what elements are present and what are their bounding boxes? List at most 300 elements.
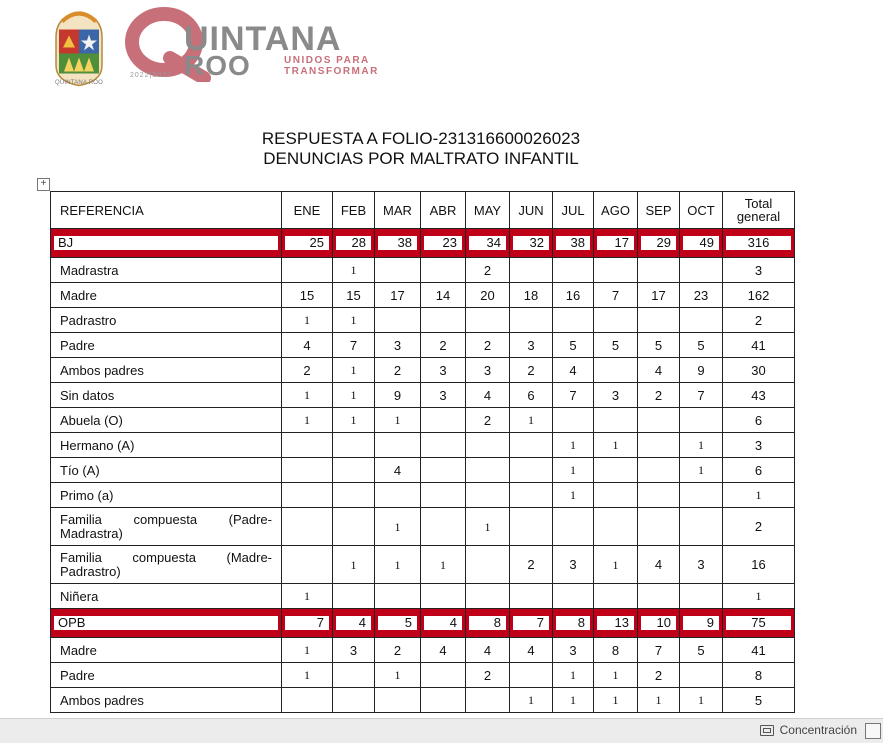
value-cell	[594, 383, 638, 408]
value-cell	[282, 283, 333, 308]
header-cell: AGO	[594, 192, 638, 229]
group-value: 7	[285, 616, 329, 630]
group-value: 10	[641, 616, 676, 630]
value-cell	[594, 663, 638, 688]
group-value: 29	[641, 236, 676, 250]
cell-value: 1	[570, 668, 576, 682]
value-cell	[680, 308, 723, 333]
value-cell	[638, 433, 680, 458]
value-cell	[638, 483, 680, 508]
cell-value: 1	[612, 557, 619, 572]
group-value: 49	[683, 236, 719, 250]
value-cell	[375, 609, 421, 638]
row-label: Primo (a)	[60, 487, 114, 503]
cell-value: 5	[654, 337, 663, 353]
table-header-row	[51, 192, 795, 229]
value-cell	[421, 258, 466, 283]
value-cell	[553, 333, 594, 358]
cell-value: 6	[754, 412, 763, 428]
value-cell	[680, 258, 723, 283]
value-cell	[333, 333, 375, 358]
value-cell	[333, 358, 375, 383]
cell-value: 4	[303, 337, 311, 353]
cell-value: 1	[528, 413, 534, 427]
value-cell	[421, 229, 466, 258]
cell-value: 1	[528, 693, 534, 707]
cell-value: 3	[754, 262, 763, 278]
row-label-cell	[51, 383, 282, 408]
cell-value: 1	[698, 693, 704, 707]
table-row	[51, 308, 795, 333]
cell-value: 2	[393, 362, 402, 378]
quintana-roo-seal-logo	[50, 5, 108, 90]
value-cell	[333, 383, 375, 408]
cell-value: 23	[693, 287, 709, 303]
value-cell	[466, 408, 510, 433]
value-cell	[680, 663, 723, 688]
value-cell	[723, 458, 795, 483]
cell-value: 4	[527, 642, 535, 658]
value-cell	[723, 283, 795, 308]
focus-mode-label: Concentración	[779, 723, 857, 737]
cell-value: 5	[611, 337, 620, 353]
group-value: 4	[336, 616, 371, 630]
value-cell	[510, 638, 553, 663]
value-cell	[510, 688, 553, 713]
cell-value: 3	[439, 362, 447, 378]
cell-value: 1	[350, 388, 357, 402]
group-value: 28	[336, 236, 371, 250]
cell-value: 1	[350, 413, 357, 427]
value-cell	[638, 408, 680, 433]
value-cell	[594, 308, 638, 333]
brand-wordmark-line1: UINTANA	[184, 20, 342, 58]
value-cell	[333, 663, 375, 688]
value-cell	[421, 283, 466, 308]
value-cell	[723, 546, 795, 584]
value-cell	[680, 333, 723, 358]
document-title	[0, 129, 842, 169]
row-label-cell	[51, 688, 282, 713]
value-cell	[375, 358, 421, 383]
cell-value: 2	[754, 519, 763, 534]
value-cell	[553, 308, 594, 333]
header-cell: ABR	[421, 192, 466, 229]
value-cell	[553, 483, 594, 508]
value-cell	[282, 408, 333, 433]
cell-value: 3	[697, 557, 705, 572]
value-cell	[375, 383, 421, 408]
cell-value: 15	[299, 287, 315, 303]
row-label: Padre	[60, 667, 95, 683]
group-value: 13	[597, 616, 634, 630]
header-cell: MAR	[375, 192, 421, 229]
table-group-row	[51, 229, 795, 258]
cell-value: 1	[350, 263, 357, 277]
row-label: Abuela (O)	[60, 412, 123, 428]
cell-value: 2	[483, 412, 492, 428]
table-row	[51, 483, 795, 508]
row-label: Hermano (A)	[60, 437, 135, 453]
cell-value: 7	[611, 287, 620, 303]
table-row	[51, 358, 795, 383]
cell-value: 1	[304, 388, 310, 402]
group-value: 38	[556, 236, 590, 250]
value-cell	[333, 483, 375, 508]
header-cell-reference: REFERENCIA	[51, 192, 282, 229]
value-cell	[421, 483, 466, 508]
cell-value: 17	[651, 287, 666, 303]
cell-value: 1	[570, 438, 576, 452]
value-cell	[553, 358, 594, 383]
row-label-cell	[51, 308, 282, 333]
group-value: 75	[726, 616, 791, 630]
cell-value: 2	[527, 557, 535, 572]
cell-value: 1	[755, 488, 762, 502]
value-cell	[282, 229, 333, 258]
value-cell	[680, 433, 723, 458]
row-label: Madrastra	[60, 262, 119, 278]
value-cell	[282, 663, 333, 688]
cell-value: 4	[483, 642, 492, 658]
row-label-cell	[51, 433, 282, 458]
value-cell	[553, 638, 594, 663]
cell-value: 1	[655, 693, 662, 707]
value-cell	[594, 584, 638, 609]
cell-value: 1	[304, 643, 310, 657]
value-cell	[723, 408, 795, 433]
table-row	[51, 663, 795, 688]
value-cell	[282, 688, 333, 713]
cell-value: 1	[570, 463, 576, 477]
cell-value: 4	[483, 387, 492, 403]
value-cell	[594, 546, 638, 584]
value-cell	[638, 358, 680, 383]
cell-value: 5	[697, 642, 705, 658]
value-cell	[375, 308, 421, 333]
value-cell	[375, 433, 421, 458]
cell-value: 1	[304, 413, 310, 427]
row-label: Tío (A)	[60, 462, 100, 478]
cell-value: 1	[698, 463, 704, 477]
value-cell	[466, 546, 510, 584]
brand-slogan-line2: TRANSFORMAR	[284, 66, 379, 77]
value-cell	[282, 508, 333, 546]
group-label: BJ	[54, 236, 278, 250]
value-cell	[510, 508, 553, 546]
value-cell	[638, 609, 680, 638]
row-label-cell	[51, 663, 282, 688]
brand-slogan-line1: UNIDOS PARA	[284, 55, 370, 66]
value-cell	[594, 508, 638, 546]
value-cell	[594, 483, 638, 508]
table-row	[51, 458, 795, 483]
value-cell	[466, 663, 510, 688]
value-cell	[553, 408, 594, 433]
value-cell	[510, 609, 553, 638]
value-cell	[594, 458, 638, 483]
row-label: Madre	[60, 287, 97, 303]
value-cell	[723, 483, 795, 508]
value-cell	[333, 408, 375, 433]
cell-value: 2	[483, 262, 492, 278]
cell-value: 17	[390, 287, 405, 303]
value-cell	[594, 408, 638, 433]
value-cell	[421, 308, 466, 333]
value-cell	[421, 408, 466, 433]
cell-value: 7	[697, 387, 705, 403]
group-value: 32	[513, 236, 549, 250]
value-cell	[638, 688, 680, 713]
value-cell	[594, 638, 638, 663]
row-label-cell	[51, 408, 282, 433]
cell-value: 20	[480, 287, 495, 303]
value-cell	[466, 283, 510, 308]
row-label-cell	[51, 546, 282, 584]
value-cell	[680, 609, 723, 638]
cell-value: 6	[754, 462, 763, 478]
table-row	[51, 584, 795, 609]
value-cell	[594, 358, 638, 383]
page-layout-icon[interactable]	[865, 723, 881, 739]
row-label-cell	[51, 258, 282, 283]
cell-value: 9	[393, 387, 402, 403]
cell-value: 8	[754, 667, 763, 683]
cell-value: 1	[484, 519, 491, 534]
cell-value: 2	[754, 312, 763, 328]
group-value: 316	[726, 236, 791, 250]
cell-value: 3	[483, 362, 492, 378]
value-cell	[638, 663, 680, 688]
value-cell	[375, 508, 421, 546]
value-cell	[638, 508, 680, 546]
value-cell	[421, 663, 466, 688]
value-cell	[723, 308, 795, 333]
focus-mode-icon	[760, 725, 774, 736]
value-cell	[421, 584, 466, 609]
value-cell	[510, 283, 553, 308]
value-cell	[553, 383, 594, 408]
cell-value: 7	[654, 642, 663, 658]
cell-value: 1	[612, 668, 619, 682]
cell-value: 2	[439, 337, 447, 353]
value-cell	[466, 433, 510, 458]
value-cell	[375, 229, 421, 258]
brand-wordmark-line2: ROO	[184, 50, 251, 81]
focus-mode-button[interactable]	[760, 723, 857, 737]
row-label-cell	[51, 229, 282, 258]
cell-value: 3	[393, 337, 402, 353]
cell-value: 1	[755, 589, 762, 603]
row-label: Sin datos	[60, 387, 115, 403]
cell-value: 4	[439, 642, 447, 658]
row-label-cell	[51, 483, 282, 508]
value-cell	[421, 609, 466, 638]
row-label-cell	[51, 358, 282, 383]
cell-value: 30	[751, 362, 766, 378]
value-cell	[282, 458, 333, 483]
cell-value: 7	[569, 387, 577, 403]
cell-value: 1	[350, 557, 357, 572]
value-cell	[553, 584, 594, 609]
cell-value: 1	[350, 363, 357, 377]
cell-value: 1	[394, 519, 401, 534]
value-cell	[375, 688, 421, 713]
value-cell	[375, 638, 421, 663]
value-cell	[466, 358, 510, 383]
value-cell	[282, 584, 333, 609]
value-cell	[723, 508, 795, 546]
cell-value: 5	[697, 337, 705, 353]
header-cell: OCT	[680, 192, 723, 229]
value-cell	[553, 433, 594, 458]
table-row	[51, 258, 795, 283]
table-row	[51, 283, 795, 308]
cell-value: 15	[346, 287, 361, 303]
value-cell	[421, 358, 466, 383]
table-move-handle-icon[interactable]: +	[37, 178, 50, 191]
row-label: Familia compuesta (Madre-Padrastro)	[60, 549, 272, 579]
row-label: Ambos padres	[60, 692, 144, 708]
cell-value: 1	[612, 438, 619, 452]
value-cell	[510, 663, 553, 688]
cell-value: 4	[654, 557, 663, 572]
value-cell	[638, 308, 680, 333]
title-line-1: RESPUESTA A FOLIO-231316600026023	[261, 129, 581, 148]
row-label-cell	[51, 508, 282, 546]
value-cell	[421, 546, 466, 584]
value-cell	[680, 229, 723, 258]
value-cell	[510, 546, 553, 584]
cell-value: 3	[611, 387, 620, 403]
cell-value: 2	[393, 642, 402, 658]
value-cell	[723, 258, 795, 283]
value-cell	[421, 508, 466, 546]
value-cell	[680, 383, 723, 408]
group-label: OPB	[54, 616, 278, 630]
value-cell	[553, 546, 594, 584]
value-cell	[375, 408, 421, 433]
value-cell	[333, 283, 375, 308]
complaints-table	[50, 191, 795, 713]
cell-value: 8	[611, 642, 620, 658]
value-cell	[466, 584, 510, 609]
value-cell	[333, 433, 375, 458]
row-label-cell	[51, 584, 282, 609]
row-label: Niñera	[60, 588, 99, 604]
value-cell	[553, 508, 594, 546]
value-cell	[333, 546, 375, 584]
value-cell	[638, 638, 680, 663]
value-cell	[333, 229, 375, 258]
header-cell: FEB	[333, 192, 375, 229]
cell-value: 5	[754, 692, 763, 708]
cell-value: 162	[747, 287, 770, 303]
value-cell	[333, 258, 375, 283]
cell-value: 4	[569, 362, 577, 378]
value-cell	[638, 333, 680, 358]
group-value: 8	[556, 616, 590, 630]
cell-value: 3	[349, 642, 358, 658]
value-cell	[553, 609, 594, 638]
header-cell: JUL	[553, 192, 594, 229]
value-cell	[553, 663, 594, 688]
value-cell	[282, 638, 333, 663]
value-cell	[333, 508, 375, 546]
cell-value: 1	[350, 313, 357, 327]
value-cell	[638, 258, 680, 283]
title-line-2: DENUNCIAS POR MALTRATO INFANTIL	[263, 149, 579, 168]
value-cell	[466, 229, 510, 258]
value-cell	[466, 308, 510, 333]
value-cell	[680, 688, 723, 713]
seal-caption: QUINTANA ROO	[55, 80, 103, 86]
value-cell	[333, 458, 375, 483]
value-cell	[680, 638, 723, 663]
value-cell	[594, 433, 638, 458]
cell-value: 1	[394, 413, 401, 427]
value-cell	[466, 688, 510, 713]
value-cell	[421, 638, 466, 663]
group-value: 8	[469, 616, 506, 630]
cell-value: 1	[304, 313, 310, 327]
header-cell: SEP	[638, 192, 680, 229]
value-cell	[421, 333, 466, 358]
value-cell	[333, 308, 375, 333]
cell-value: 43	[751, 387, 766, 403]
value-cell	[680, 546, 723, 584]
value-cell	[282, 483, 333, 508]
cell-value: 1	[440, 557, 446, 572]
value-cell	[594, 229, 638, 258]
value-cell	[723, 638, 795, 663]
value-cell	[594, 333, 638, 358]
value-cell	[553, 688, 594, 713]
cell-value: 3	[754, 437, 763, 453]
cell-value: 1	[612, 693, 619, 707]
value-cell	[723, 688, 795, 713]
value-cell	[466, 383, 510, 408]
cell-value: 9	[697, 362, 705, 378]
value-cell	[680, 283, 723, 308]
cell-value: 3	[527, 337, 535, 353]
row-label: Padre	[60, 337, 95, 353]
value-cell	[594, 688, 638, 713]
value-cell	[375, 483, 421, 508]
value-cell	[510, 229, 553, 258]
cell-value: 18	[523, 287, 539, 303]
value-cell	[375, 458, 421, 483]
value-cell	[680, 358, 723, 383]
cell-value: 1	[394, 557, 401, 572]
brand-slogan	[284, 55, 394, 77]
value-cell	[282, 358, 333, 383]
cell-value: 16	[565, 287, 581, 303]
value-cell	[466, 508, 510, 546]
status-bar	[0, 718, 883, 743]
group-value: 25	[285, 236, 329, 250]
cell-value: 2	[654, 667, 663, 683]
value-cell	[421, 458, 466, 483]
cell-value: 1	[570, 693, 576, 707]
value-cell	[594, 283, 638, 308]
cell-value: 6	[527, 387, 535, 403]
header-cell: MAY	[466, 192, 510, 229]
cell-value: 14	[435, 287, 451, 303]
row-label-cell	[51, 609, 282, 638]
table-row	[51, 638, 795, 663]
group-value: 5	[378, 616, 417, 630]
